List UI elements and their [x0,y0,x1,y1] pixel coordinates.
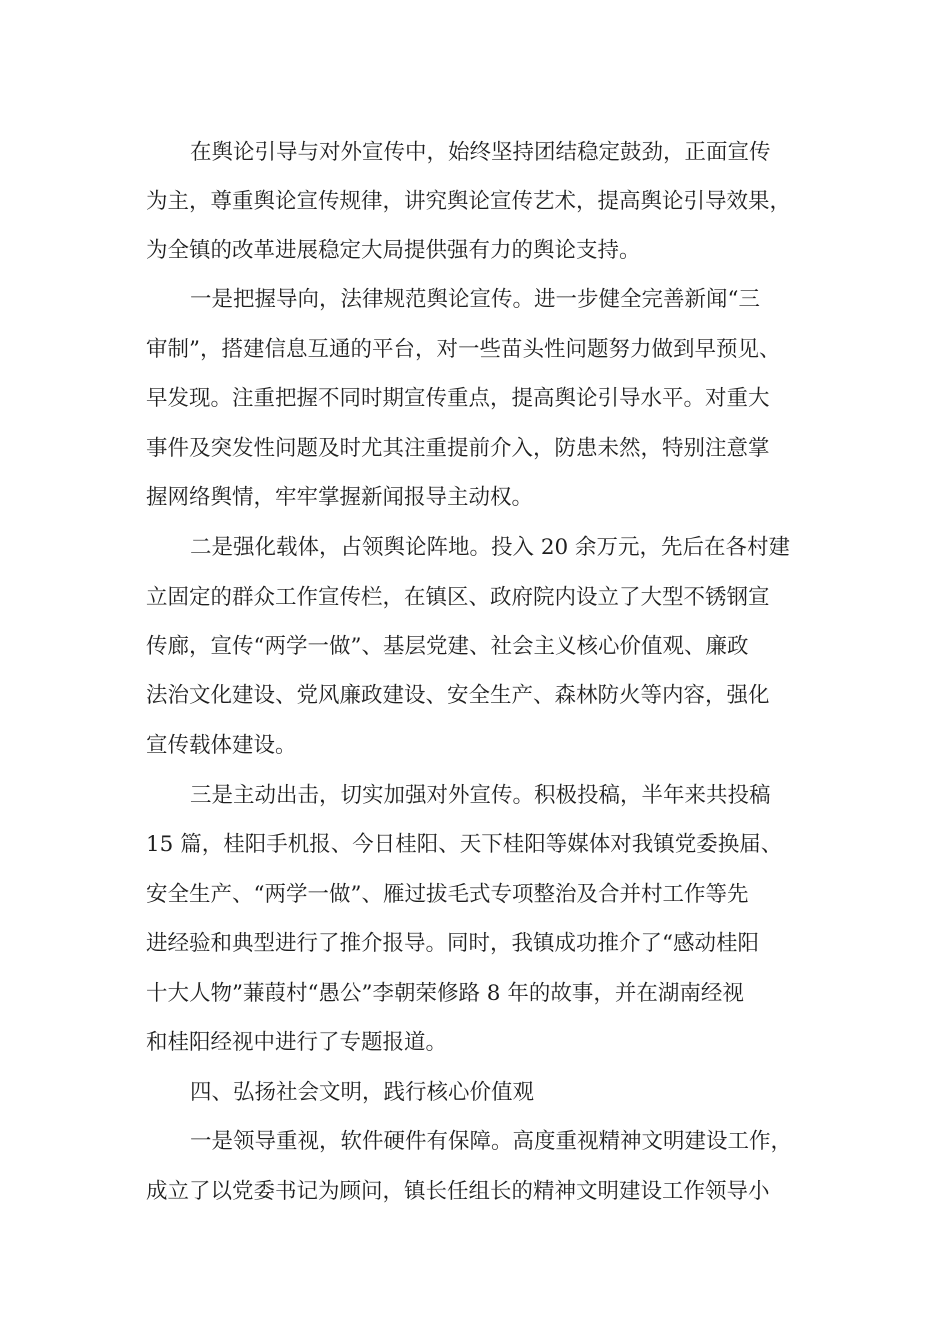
text-line: 为主，尊重舆论宣传规律，讲究舆论宣传艺术，提高舆论引导效果， [146,189,792,214]
text-line: 宣传载体建设。 [146,733,297,758]
text-line: 法治文化建设、党风廉政建设、安全生产、森林防火等内容，强化 [146,683,770,708]
text-line: 为全镇的改革进展稳定大局提供强有力的舆论支持。 [146,238,641,263]
text-line: 成立了以党委书记为顾问，镇长任组长的精神文明建设工作领导小 [146,1179,770,1204]
text-line: 进经验和典型进行了推介报导。同时，我镇成功推介了“感动桂阳 [146,931,759,956]
text-line: 二是强化载体，占领舆论阵地。投入 20 余万元，先后在各村建 [190,535,791,560]
text-line: 十大人物”蒹葭村“愚公”李朝荣修路 8 年的故事，并在湖南经视 [146,981,744,1006]
text-line: 立固定的群众工作宣传栏，在镇区、政府院内设立了大型不锈钢宣 [146,585,770,610]
text-line: 一是领导重视，软件硬件有保障。高度重视精神文明建设工作， [190,1129,793,1154]
text-line: 三是主动出击，切实加强对外宣传。积极投稿，半年来共投稿 [190,783,771,808]
text-line: 安全生产、“两学一做”、雁过拔毛式专项整治及合并村工作等先 [146,882,749,907]
text-line: 审制”，搭建信息互通的平台，对一些苗头性问题努力做到早预见、 [146,337,781,362]
text-line: 和桂阳经视中进行了专题报道。 [146,1030,448,1055]
text-line: 在舆论引导与对外宣传中，始终坚持团结稳定鼓劲，正面宣传 [190,140,771,165]
text-line: 早发现。注重把握不同时期宣传重点，提高舆论引导水平。对重大 [146,386,770,411]
text-line: 握网络舆情，牢牢掌握新闻报导主动权。 [146,485,534,510]
text-line: 传廊，宣传“两学一做”、基层党建、社会主义核心价值观、廉政 [146,634,749,659]
text-line: 事件及突发性问题及时尤其注重提前介入，防患未然，特别注意掌 [146,436,770,461]
section-heading: 四、弘扬社会文明，践行核心价值观 [190,1080,535,1105]
text-line: 一是把握导向，法律规范舆论宣传。进一步健全完善新闻“三 [190,287,760,312]
text-line: 15 篇，桂阳手机报、今日桂阳、天下桂阳等媒体对我镇党委换届、 [146,832,783,857]
